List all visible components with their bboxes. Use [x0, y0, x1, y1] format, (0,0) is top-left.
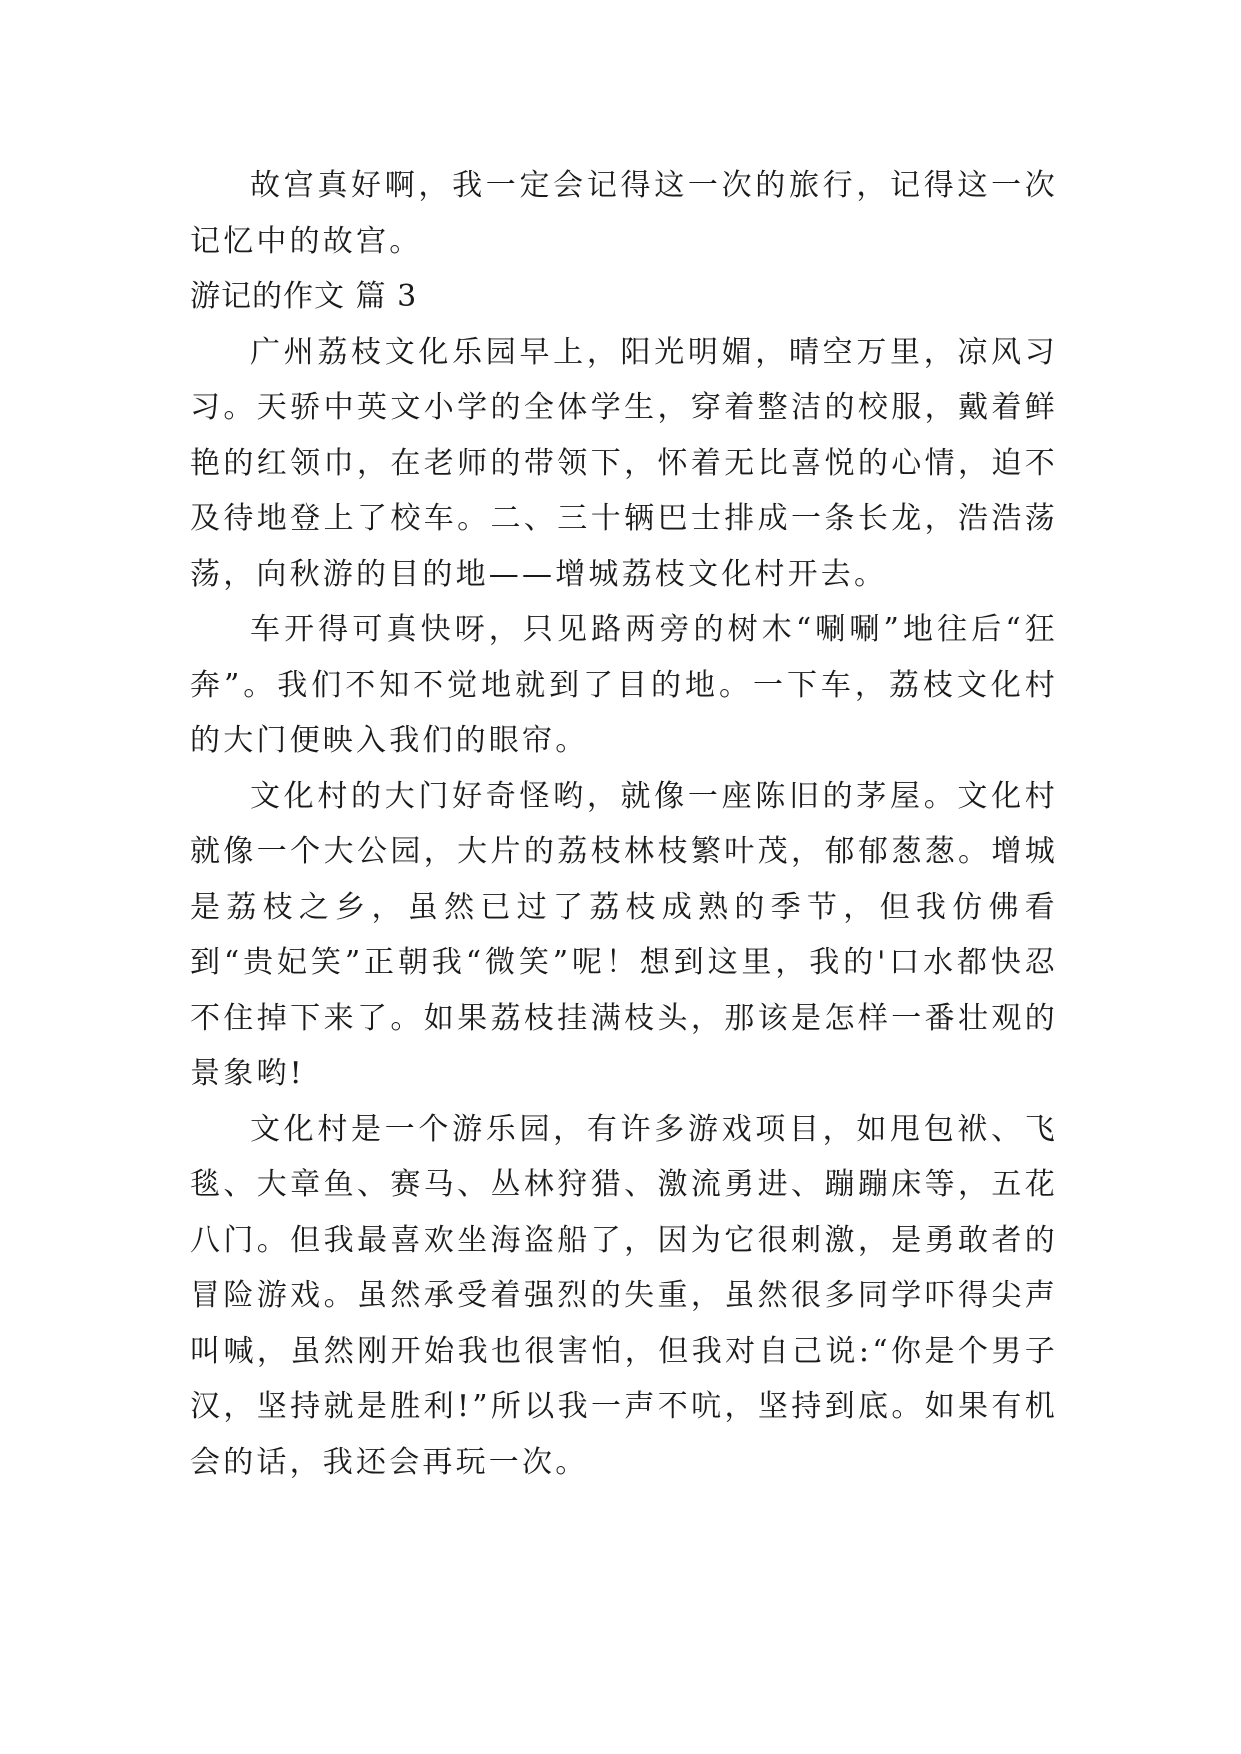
- paragraph-closing-gugong: 故宫真好啊，我一定会记得这一次的旅行，记得这一次记忆中的故宫。: [190, 168, 1058, 259]
- paragraph-lychee-park-morning: 广州荔枝文化乐园早上，阳光明媚，晴空万里，凉风习习。天骄中英文小学的全体学生，穿着整洁的校服，戴着鲜艳的红领巾，在老师的带领下，怀着无比喜悦的心情，迫不及待地登上了校车。二、三十辆巴士排成一条长龙，浩浩荡荡，向秋游的目的地——增城荔枝文化村开去。: [190, 334, 1058, 592]
- document-page: [190, 158, 1058, 1490]
- paragraph-amusement-rides: 文化村是一个游乐园，有许多游戏项目，如甩包袱、飞毯、大章鱼、赛马、丛林狩猎、激流勇进、蹦蹦床等，五花八门。但我最喜欢坐海盗船了，因为它很刺激，是勇敢者的冒险游戏。虽然承受着强烈的失重，虽然很多同学吓得尖声叫喊，虽然刚开始我也很害怕，但我对自己说:“你是个男子汉，坚持就是胜利!”所以我一声不吭，坚持到底。如果有机会的话，我还会再玩一次。: [190, 1111, 1058, 1480]
- paragraph-village-gate: 文化村的大门好奇怪哟，就像一座陈旧的茅屋。文化村就像一个大公园，大片的荔枝林枝繁叶茂，郁郁葱葱。增城是荔枝之乡，虽然已过了荔枝成熟的季节，但我仿佛看到“贵妃笑”正朝我“微笑”呢！想到这里，我的'口水都快忍不住掉下来了。如果荔枝挂满枝头，那该是怎样一番壮观的景象哟!: [190, 778, 1058, 1091]
- paragraph-bus-ride: 车开得可真快呀，只见路两旁的树木“唰唰”地往后“狂奔”。我们不知不觉地就到了目的地。一下车，荔枝文化村的大门便映入我们的眼帘。: [190, 612, 1058, 758]
- section-heading: 游记的作文 篇 3: [190, 279, 418, 314]
